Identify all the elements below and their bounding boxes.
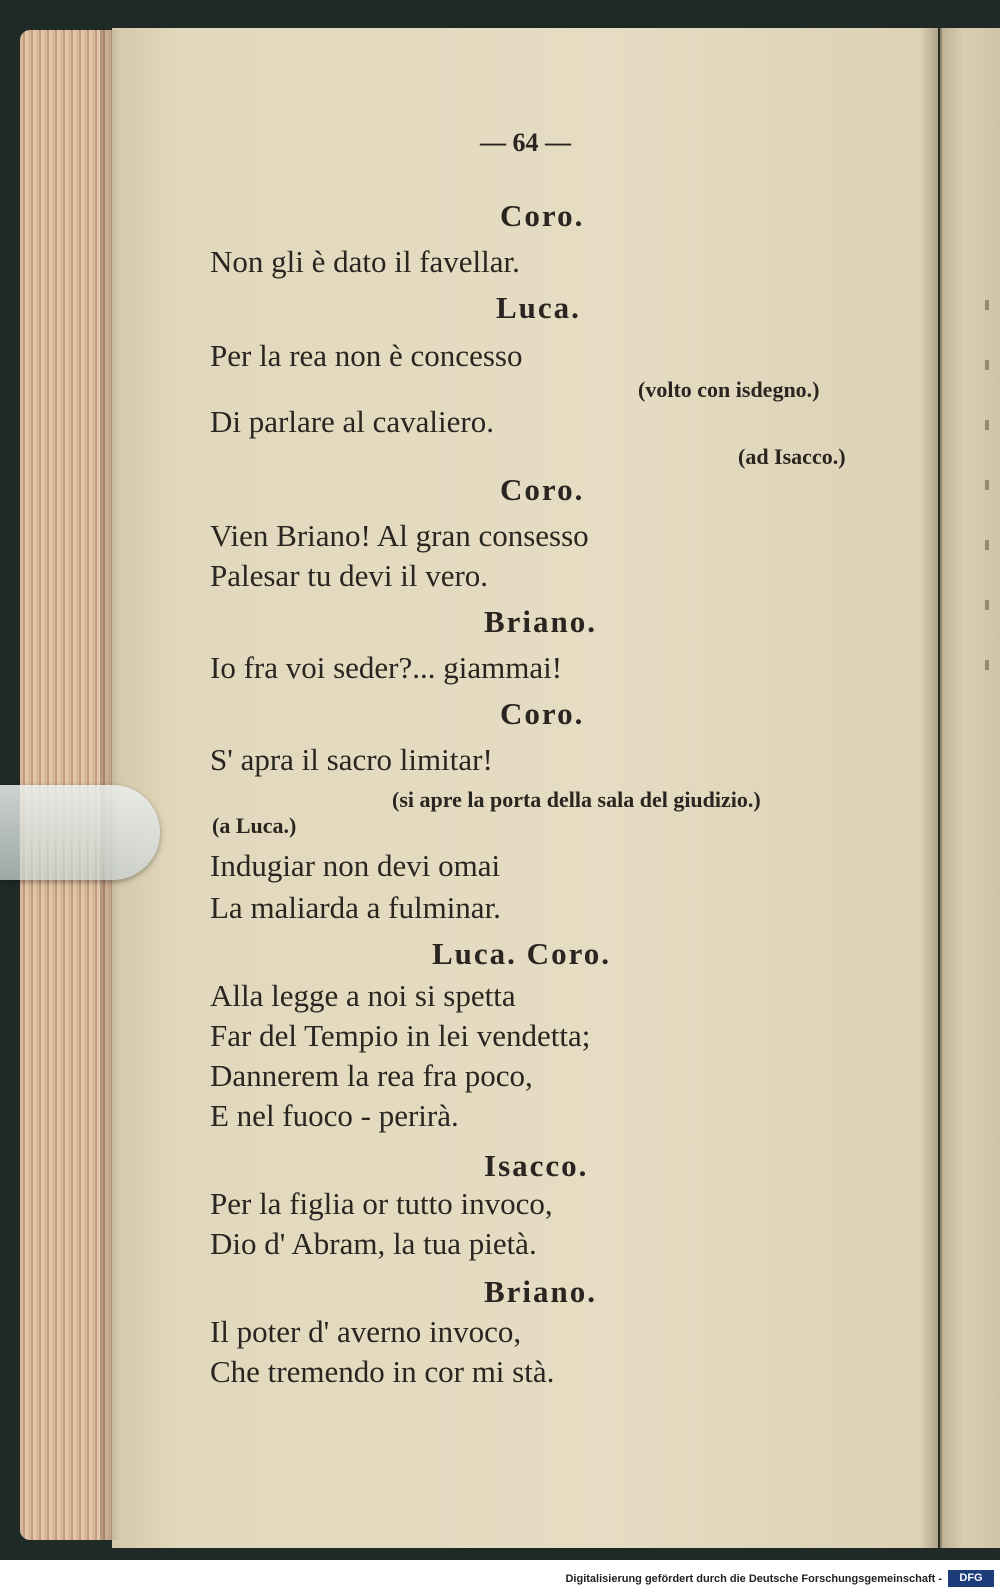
verse-line: Far del Tempio in lei vendetta;: [210, 1018, 591, 1053]
speaker-label: Luca.: [496, 290, 581, 325]
verse-line: Vien Briano! Al gran consesso: [210, 518, 589, 553]
verse-line: La maliarda a fulminar.: [210, 890, 501, 925]
speaker-label: Isacco.: [484, 1148, 589, 1183]
stage-direction: (si apre la porta della sala del giudizio.): [392, 787, 761, 812]
page-number: — 64 —: [480, 128, 571, 157]
verse-line: E nel fuoco - perirà.: [210, 1098, 459, 1133]
verse-line: Per la figlia or tutto invoco,: [210, 1186, 553, 1221]
stage-direction: (ad Isacco.): [738, 444, 846, 469]
stage-direction: (a Luca.): [212, 813, 297, 838]
verse-line: Che tremendo in cor mi stà.: [210, 1354, 555, 1389]
speaker-label: Coro.: [500, 472, 585, 507]
stage-direction: (volto con isdegno.): [638, 377, 820, 402]
verse-line: Io fra voi seder?... giammai!: [210, 650, 563, 685]
speaker-label: Luca. Coro.: [432, 936, 612, 971]
verse-line: Non gli è dato il favellar.: [210, 244, 520, 279]
verse-line: Il poter d' averno invoco,: [210, 1314, 522, 1349]
digitization-credit: Digitalisierung gefördert durch die Deutsche Forschungsgemeinschaft -: [565, 1573, 942, 1585]
verse-line: Per la rea non è concesso: [210, 338, 523, 373]
speaker-label: Briano.: [484, 604, 598, 639]
dfg-logo: DFG: [948, 1570, 994, 1587]
speaker-label: Briano.: [484, 1274, 598, 1309]
verse-line: Dio d' Abram, la tua pietà.: [210, 1226, 537, 1261]
speaker-label: Coro.: [500, 198, 585, 233]
verse-line: Indugiar non devi omai: [210, 848, 501, 883]
verse-line: Alla legge a noi si spetta: [210, 978, 516, 1013]
verse-line: Dannerem la rea fra poco,: [210, 1058, 533, 1093]
verse-line: S' apra il sacro limitar!: [210, 742, 493, 777]
speaker-label: Coro.: [500, 696, 585, 731]
verse-line: Di parlare al cavaliero.: [210, 404, 494, 439]
verse-line: Palesar tu devi il vero.: [210, 558, 489, 593]
